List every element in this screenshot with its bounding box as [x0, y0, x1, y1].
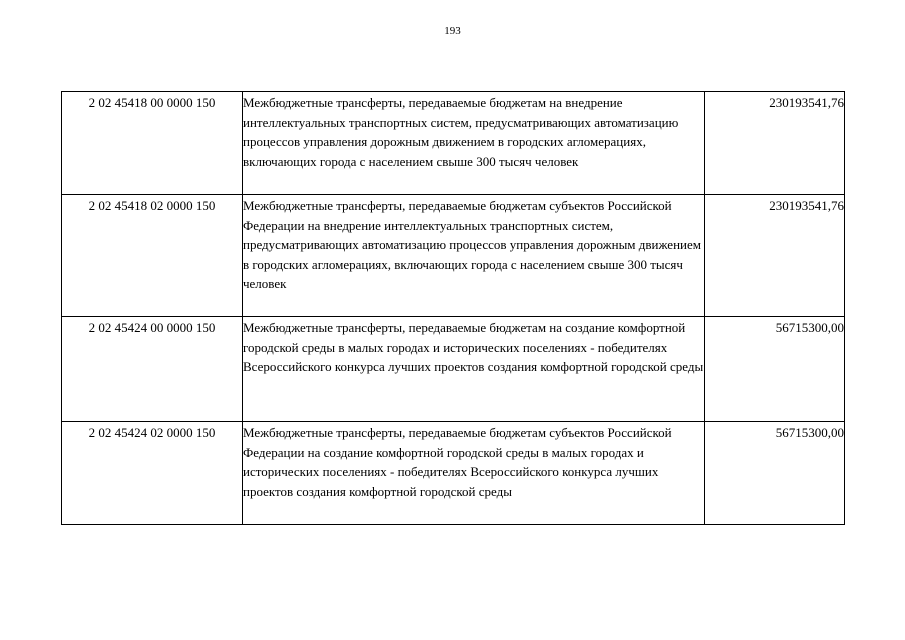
budget-code-cell: 2 02 45418 02 0000 150 [62, 195, 243, 317]
budget-table [61, 91, 845, 525]
description-cell: Межбюджетные трансферты, передаваемые бюджетам на внедрение интеллектуальных транспортных систем, предусматривающих автоматизацию процессов управления дорожным движением в городских агломерациях, включающих города с населением свыше 300 тысяч человек [243, 92, 705, 195]
budget-code-cell: 2 02 45418 00 0000 150 [62, 92, 243, 195]
budget-code-cell: 2 02 45424 02 0000 150 [62, 422, 243, 525]
table-row [62, 422, 845, 525]
amount-cell: 230193541,76 [705, 195, 845, 317]
description-cell: Межбюджетные трансферты, передаваемые бюджетам субъектов Российской Федерации на внедрение интеллектуальных транспортных систем, предусматривающих автоматизацию процессов управления дорожным движением в городских агломерациях, включающих города с населением свыше 300 тысяч человек [243, 195, 705, 317]
table-row [62, 195, 845, 317]
description-cell: Межбюджетные трансферты, передаваемые бюджетам субъектов Российской Федерации на создание комфортной городской среды в малых городах и исторических поселениях - победителях Всероссийского конкурса лучших проектов создания комфортной городской среды [243, 422, 705, 525]
page-number: 193 [444, 25, 461, 37]
table-row [62, 92, 845, 195]
amount-cell: 56715300,00 [705, 422, 845, 525]
amount-cell: 56715300,00 [705, 317, 845, 422]
description-cell: Межбюджетные трансферты, передаваемые бюджетам на создание комфортной городской среды в малых городах и исторических поселениях - победителях Всероссийского конкурса лучших проектов создания комфортной городской среды [243, 317, 705, 422]
table-row [62, 317, 845, 422]
budget-code-cell: 2 02 45424 00 0000 150 [62, 317, 243, 422]
amount-cell: 230193541,76 [705, 92, 845, 195]
